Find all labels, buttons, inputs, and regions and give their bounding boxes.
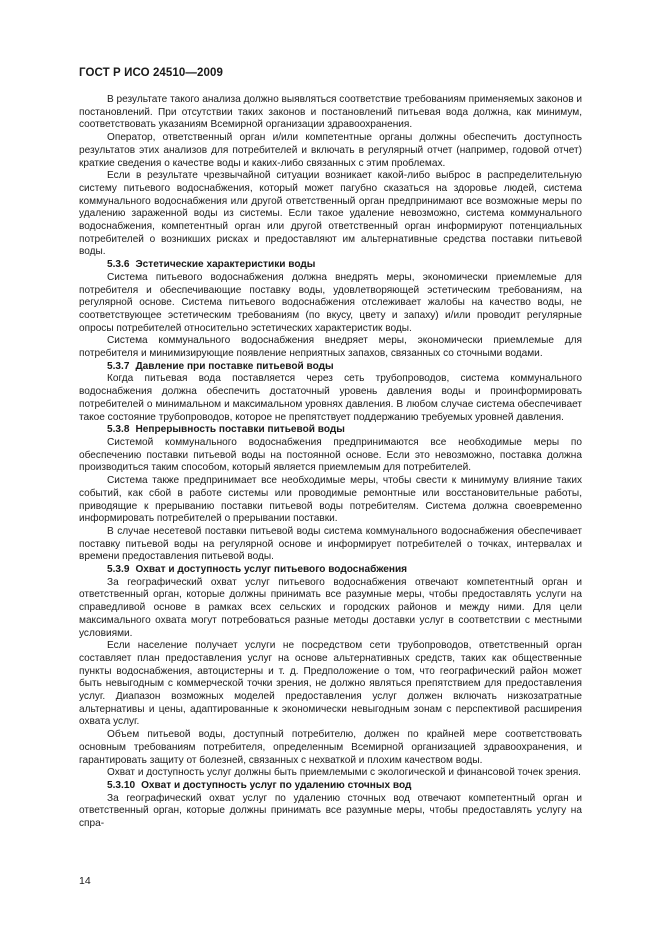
paragraph: Система коммунального водоснабжения внедряет меры, экономически приемлемые для потребителя и минимизирующие появление неприятных запахов, связанных со сточными водами. [79, 335, 582, 360]
section-number: 5.3.6 [107, 259, 130, 271]
paragraph: Системой коммунального водоснабжения предпринимаются все необходимые меры по обеспечению поставки питьевой воды на постоянной основе. Если это невозможно, поставка должна производиться таким способом, который является приемлемым для потребителей. [79, 436, 582, 474]
paragraph: Система также предпринимает все необходимые меры, чтобы свести к минимуму влияние таких событий, как сбой в работе системы или проводимые ремонтные или восстановительные работы, приводящие к прерыванию поставки питьевой воды потребителям. Система должна своевременно информировать потребителей о прерывании поставки. [79, 475, 582, 525]
paragraph: Охват и доступность услуг должны быть приемлемыми с экологической и финансовой точек зрения. [107, 767, 581, 779]
paragraph: Если в результате чрезвычайной ситуации возникает какой-либо выброс в распределительную систему питьевого водоснабжения, который может пагубно сказаться на здоровье людей, система коммунального водоснабжения или другой ответственный орган предпринимают все возможные меры по удалению зараженной воды из системы. Если такое удаление невозможно, система коммунального водоснабжения, компетентный орган или другой ответственный орган информируют потенциальных потребителей о возникших рисках и предоставляют им альтернативные средства поставки питьевой воды. [79, 170, 582, 258]
paragraph: Если население получает услуги не посредством сети трубопроводов, ответственный орган составляет план предоставления услуг на основе альтернативных средств, таких как общественные пункты водоснабжения, автоцистерны и т. д. Предположение о том, что географический район может быть невыгодным с коммерческой точки зрения, не должно являться препятствием для предоставления услуг. Диапазон возможных моделей предоставления услуг должен включать низкозатратные альтернативы и цены, адаптированные к экономически невыгодным зонам с перспективой расширения охвата услуг. [79, 640, 582, 728]
section-title: Непрерывность поставки питьевой воды [135, 424, 345, 436]
paragraph: Когда питьевая вода поставляется через сеть трубопроводов, система коммунального водоснабжения должна обеспечить достаточный уровень давления воды и проинформировать потребителей о минимальном и максимальном уровнях давления. В любом случае система обеспечивает такое состояние трубопроводов, которое не препятствует поддержанию требуемых уровней давления. [79, 373, 582, 423]
page-number: 14 [79, 875, 91, 887]
section-number: 5.3.8 [107, 424, 130, 436]
paragraph: В случае несетевой поставки питьевой воды система коммунального водоснабжения обеспечивает поставку питьевой воды на регулярной основе и информирует потребителей о точках, интервалах и времени предоставления питьевой воды. [79, 525, 582, 563]
document-body [79, 94, 582, 831]
section-heading-5-3-9 [79, 564, 582, 577]
paragraph: За географический охват услуг по удалению сточных вод отвечают компетентный орган и ответственный орган, которые должны принимать все разумные меры, чтобы предоставлять услугу на спра- [79, 792, 582, 830]
section-title: Давление при поставке питьевой воды [135, 360, 334, 372]
section-number: 5.3.10 [107, 779, 136, 791]
paragraph: Система питьевого водоснабжения должна внедрять меры, экономически приемлемые для потребителя и обеспечивающие поставку воды, удовлетворяющей эстетическим требованиям, на регулярной основе. Система питьевого водоснабжения отслеживает жалобы на качество воды, не соответствующее эстетическим требованиям (по вкусу, цвету и запаху) и/или проводит регулярные опросы потребителей относительно эстетических характеристик воды. [79, 271, 582, 334]
section-heading-5-3-6 [79, 259, 582, 272]
section-title: Охват и доступность услуг по удалению сточных вод [141, 779, 412, 791]
section-title: Эстетические характеристики воды [135, 259, 316, 271]
section-number: 5.3.9 [107, 564, 130, 576]
section-title: Охват и доступность услуг питьевого водоснабжения [135, 564, 408, 576]
section-heading-5-3-8 [79, 424, 582, 437]
document-header: ГОСТ Р ИСО 24510—2009 [79, 67, 224, 79]
section-heading-5-3-10 [79, 780, 582, 793]
paragraph: Оператор, ответственный орган и/или компетентные органы должны обеспечить доступность результатов этих анализов для потребителей и включать в регулярный отчет (например, годовой отчет) краткие сведения о качестве воды и каких-либо связанных с этим проблемах. [79, 132, 582, 169]
paragraph: Объем питьевой воды, доступный потребителю, должен по крайней мере соответствовать основным требованиям потребителя, определенным Всемирной организацией здравоохранения, и гарантировать защиту от болезней, связанных с нехваткой и плохим качеством воды. [79, 729, 582, 766]
section-heading-5-3-7 [79, 361, 582, 374]
paragraph: За географический охват услуг питьевого водоснабжения отвечают компетентный орган и ответственный орган, которые должны принимать все разумные меры, чтобы предоставлять услуги на справедливой основе в рамках всех сельских и городских районов и между ними. Для цели максимального охвата могут потребоваться разные методы доставки услуг в соответствии с местными условиями. [79, 576, 582, 639]
paragraph: В результате такого анализа должно выявляться соответствие требованиям применяемых законов и постановлений. При отсутствии таких законов и постановлений питьевая вода должна, как минимум, соответствовать указаниям Всемирной организации здравоохранения. [79, 94, 582, 131]
section-number: 5.3.7 [107, 360, 130, 372]
